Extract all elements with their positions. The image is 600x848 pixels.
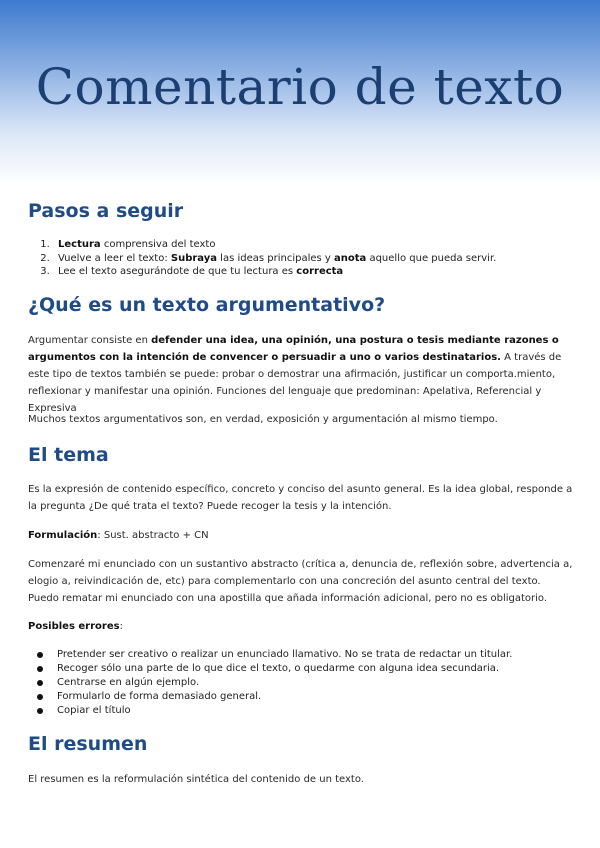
list-item (53, 252, 496, 266)
text: aquello que pueda servir. (366, 252, 497, 264)
text: : (119, 621, 123, 632)
text: Argumentar consiste en (28, 335, 152, 346)
paragraph-posibles-errores (28, 618, 573, 635)
bold-text: Formulación (28, 530, 98, 541)
list-item: Recoger sólo una parte de lo que dice el texto, o quedarme con alguna idea secundaria. (53, 662, 512, 676)
list-item: Formularlo de forma demasiado general. (53, 690, 512, 704)
bold-text: anota (334, 252, 367, 264)
text: A través de este tipo de textos también se puede: probar o demostrar una afirmación, justificar un comporta.miento, reflexionar y manifestar una opinión. Funciones del lenguaje que predominan: Apelativa, Referencial y Expresiva (28, 352, 562, 414)
section-heading-resumen: El resumen (28, 733, 148, 755)
text: Lee el texto asegurándote de que tu lectura es (58, 266, 297, 277)
section-heading-tema: El tema (28, 444, 109, 466)
section-heading-pasos: Pasos a seguir (28, 200, 184, 222)
text: Vuelve a leer el texto: (58, 252, 171, 264)
page-title: Comentario de texto (35, 58, 565, 116)
bold-text: defender una idea, una opinión, una postura o tesis mediante razones o argumentos con la intención de convencer o persuadir a uno o varios destinatarios. (28, 335, 559, 363)
paragraph-muchos-textos: Muchos textos argumentativos son, en verdad, exposición y argumentación al mismo tiempo. (28, 414, 498, 425)
text: las ideas principales y (217, 252, 335, 264)
paragraph-comenzare: Comenzaré mi enunciado con un sustantivo abstracto (crítica a, denuncia de, reflexión sobre, advertencia a, elogio a, reivindicación de, etc) para complementarlo con una concreción del asunto central del texto. Puedo rematar mi enunciado con una apostilla que añada información adicional, pero no es obligatorio. (28, 559, 573, 604)
list-item: Centrarse en algún ejemplo. (53, 676, 512, 690)
paragraph-resumen: El resumen es la reformulación sintética del contenido de un texto. (28, 774, 364, 785)
list-item (53, 265, 496, 279)
list-item (53, 238, 496, 252)
errors-list (28, 648, 512, 718)
text: comprensiva del texto (100, 239, 216, 250)
list-item: Copiar el título (53, 704, 512, 718)
bold-text: correcta (296, 266, 344, 277)
text: : Sust. abstracto + CN (97, 530, 209, 541)
steps-list (28, 238, 496, 279)
bold-text: Lectura (58, 239, 101, 250)
list-item: Pretender ser creativo o realizar un enunciado llamativo. No se trata de redactar un titular. (53, 648, 512, 662)
paragraph-argumentar (28, 332, 573, 417)
bold-text: Posibles errores (28, 621, 120, 632)
paragraph-formulacion (28, 527, 573, 544)
paragraph-tema-definicion: Es la expresión de contenido específico, concreto y conciso del asunto general. Es la idea global, responde a la pregunta ¿De qué trata el texto? Puede recoger la tesis y la intención. (28, 484, 573, 512)
bold-text: Subraya (170, 252, 217, 264)
section-heading-argumentativo: ¿Qué es un texto argumentativo? (28, 294, 386, 316)
